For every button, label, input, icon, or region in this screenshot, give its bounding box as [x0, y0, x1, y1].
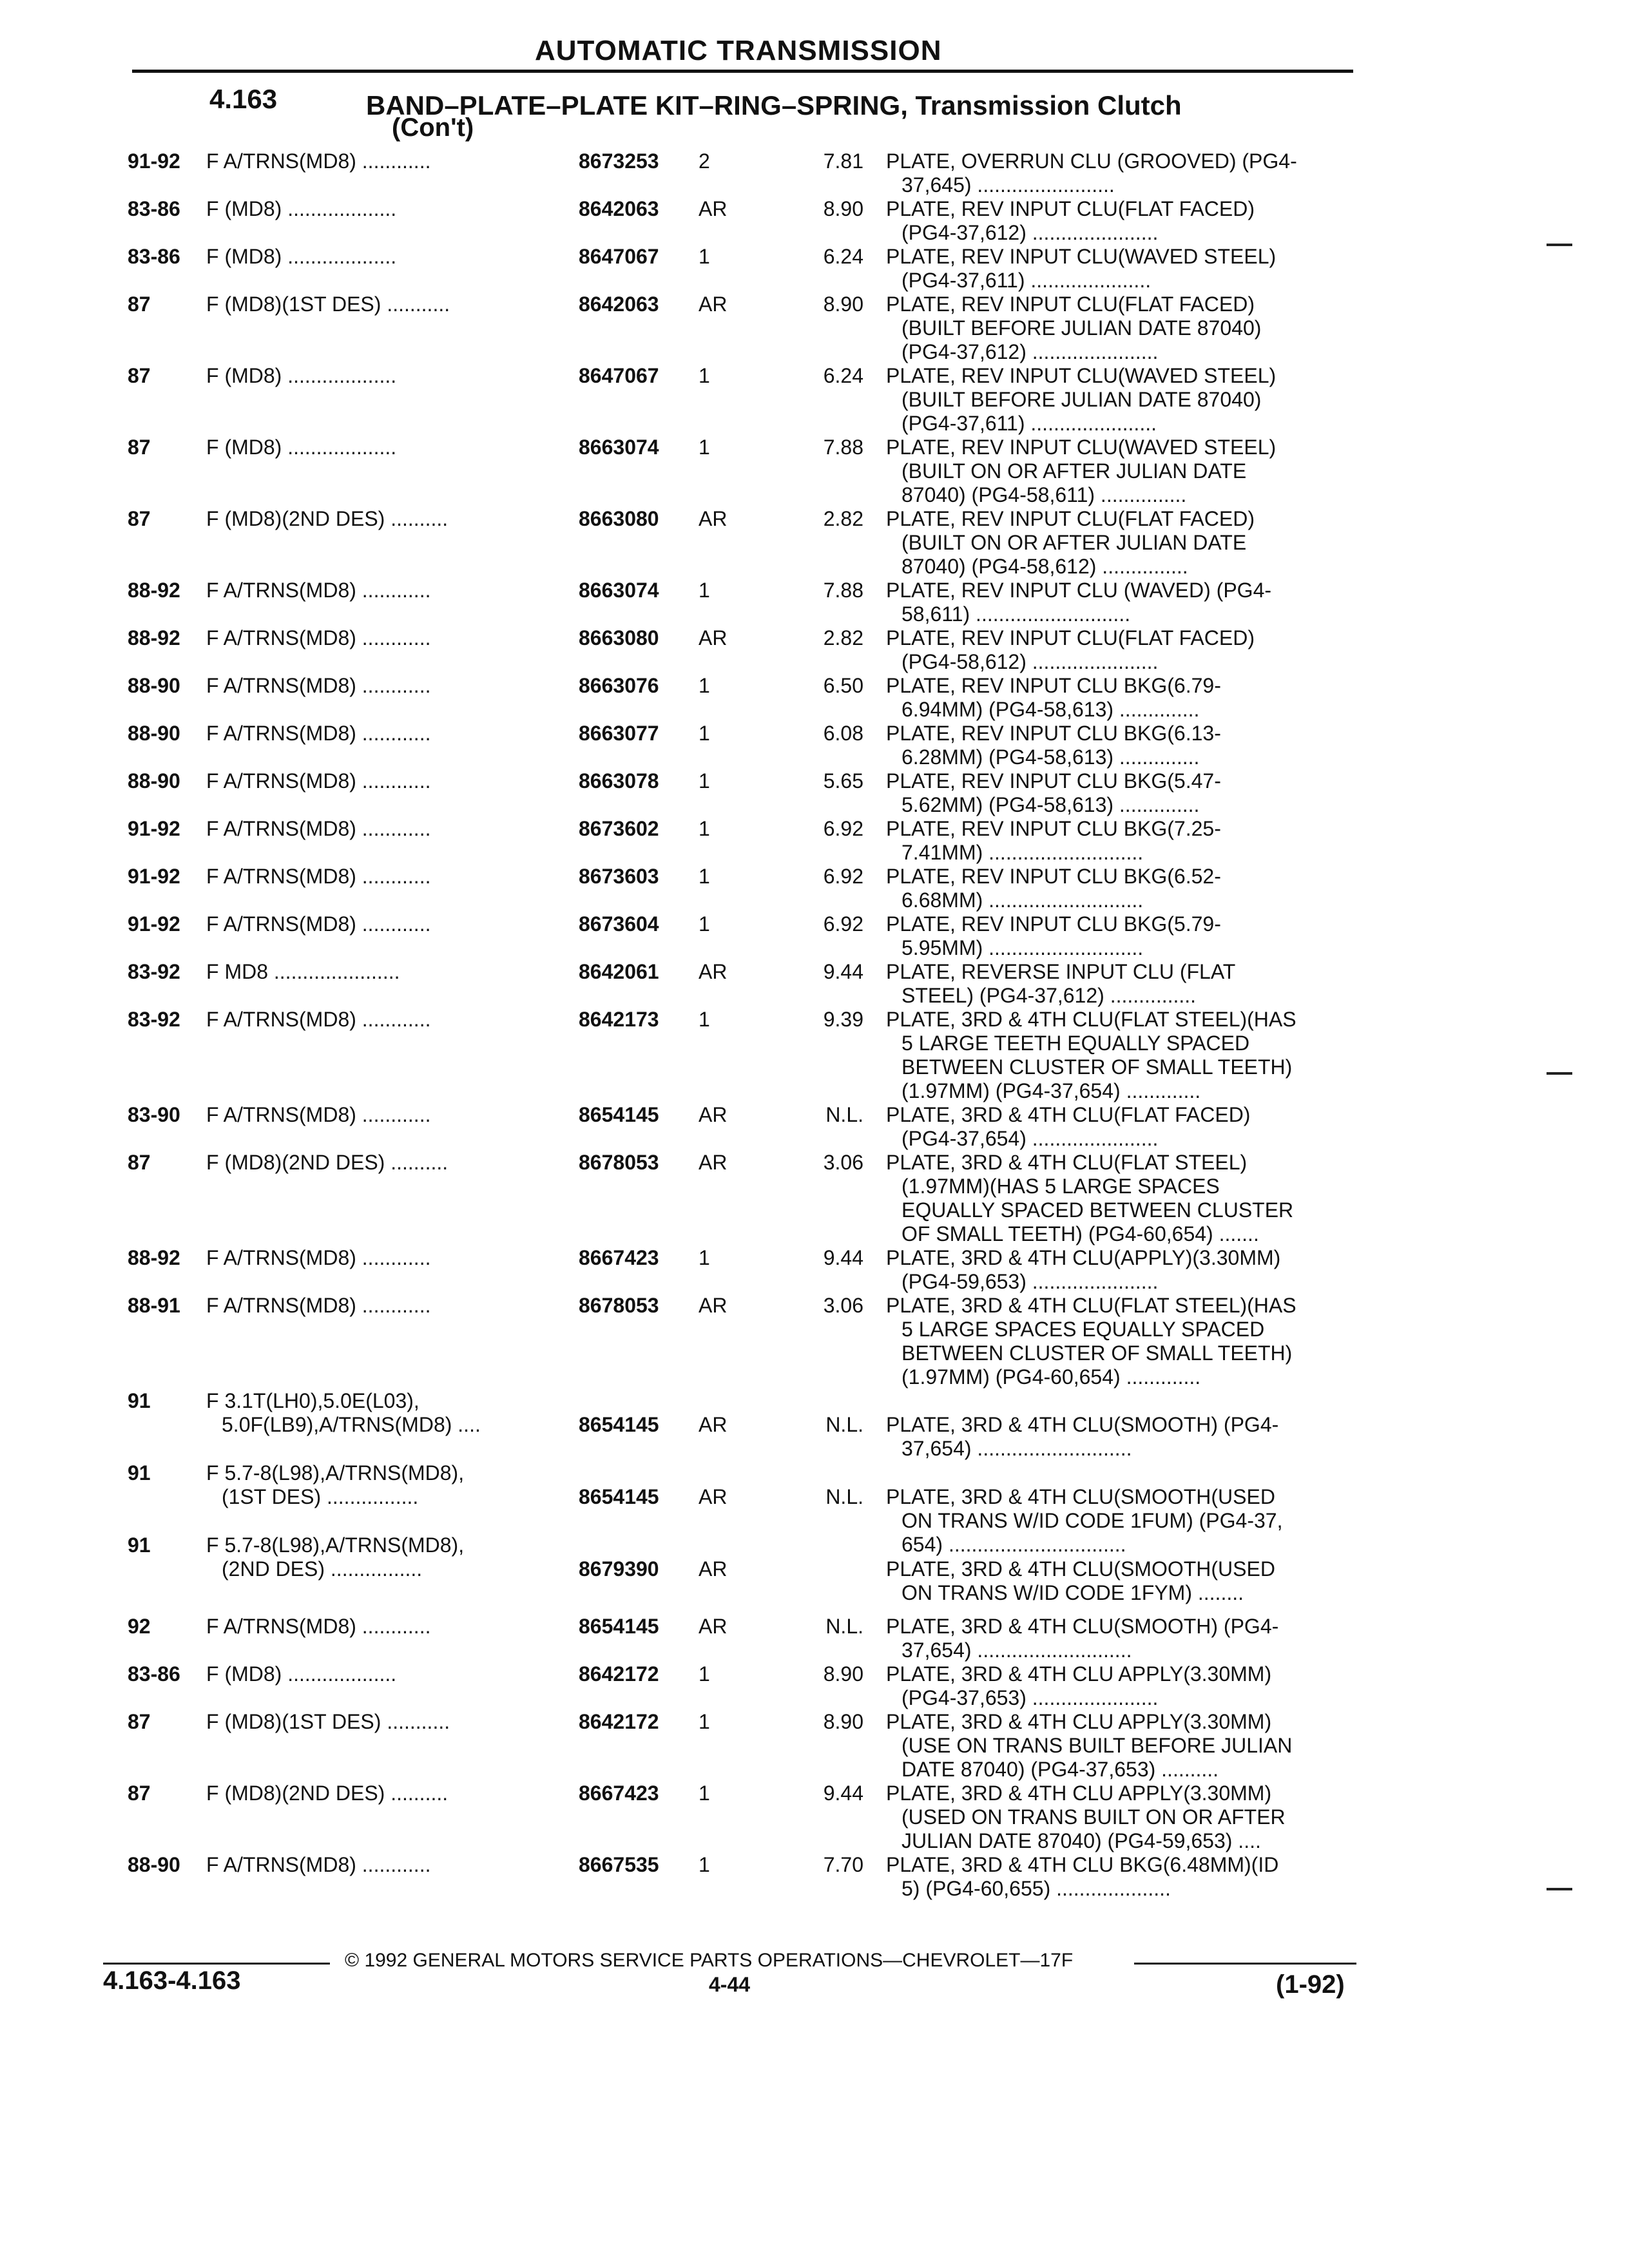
application-line: F A/TRNS(MD8) ............ — [206, 626, 431, 649]
price: N.L. — [825, 1615, 863, 1638]
quantity: 1 — [699, 364, 710, 387]
description-line: ON TRANS W/ID CODE 1FYM) ........ — [901, 1581, 1244, 1604]
description-line: PLATE, OVERRUN CLU (GROOVED) (PG4- — [886, 149, 1297, 173]
application — [206, 1615, 554, 1639]
part-number: 8678053 — [579, 1294, 659, 1317]
part-description — [886, 436, 1356, 507]
model-year: 87 — [128, 507, 151, 530]
part-description — [886, 1662, 1356, 1710]
application — [206, 1246, 554, 1270]
description-line: PLATE, REV INPUT CLU BKG(5.79- — [886, 912, 1221, 936]
description-line: DATE 87040) (PG4-37,653) .......... — [901, 1758, 1219, 1781]
part-number: 8663077 — [579, 722, 659, 745]
description-line: PLATE, 3RD & 4TH CLU(SMOOTH) (PG4- — [886, 1413, 1279, 1436]
description-line: 6.28MM) (PG4-58,613) .............. — [901, 745, 1200, 769]
quantity: 1 — [699, 1246, 710, 1269]
model-year: 87 — [128, 1151, 151, 1174]
footer-copyright: © 1992 GENERAL MOTORS SERVICE PARTS OPERATIONS—CHEVROLET—17F — [345, 1950, 1074, 1971]
quantity: AR — [699, 1615, 728, 1638]
continued-label: (Con't) — [392, 113, 474, 142]
part-number: 8654145 — [579, 1103, 659, 1126]
quantity: 1 — [699, 579, 710, 602]
part-number: 8647067 — [579, 364, 659, 387]
price: 6.92 — [823, 865, 863, 888]
part-description — [886, 1533, 1356, 1605]
quantity: 1 — [699, 817, 710, 840]
model-year: 88-91 — [128, 1294, 180, 1317]
quantity: 1 — [699, 1710, 710, 1733]
part-number: 8654145 — [579, 1485, 659, 1508]
part-number: 8642173 — [579, 1008, 659, 1031]
application — [206, 1389, 554, 1437]
application-line: F (MD8) ................... — [206, 436, 397, 459]
description-line: (PG4-59,653) ...................... — [901, 1270, 1159, 1293]
footer-range: 4.163-4.163 — [103, 1966, 241, 1995]
part-description — [886, 1389, 1356, 1461]
application-line: F A/TRNS(MD8) ............ — [206, 1246, 431, 1269]
model-year: 91 — [128, 1533, 151, 1557]
description-line: (BUILT ON OR AFTER JULIAN DATE — [901, 531, 1247, 554]
application-line: F 3.1T(LH0),5.0E(L03), — [206, 1389, 419, 1412]
part-description — [886, 817, 1356, 865]
price: 3.06 — [823, 1151, 863, 1174]
price: 9.39 — [823, 1008, 863, 1031]
application — [206, 865, 554, 889]
model-year: 92 — [128, 1615, 151, 1638]
description-line: PLATE, REV INPUT CLU BKG(7.25- — [886, 817, 1221, 840]
application — [206, 912, 554, 936]
description-line: 37,654) ........................... — [901, 1437, 1132, 1460]
application — [206, 817, 554, 841]
quantity: 1 — [699, 245, 710, 268]
description-line: (PG4-37,612) ...................... — [901, 340, 1159, 363]
application-line: F (MD8) ................... — [206, 197, 397, 220]
description-line: 5 LARGE SPACES EQUALLY SPACED — [901, 1318, 1265, 1341]
part-number: 8663074 — [579, 579, 659, 602]
price: 8.90 — [823, 197, 863, 220]
description-line: PLATE, 3RD & 4TH CLU(FLAT STEEL) — [886, 1151, 1248, 1174]
quantity: AR — [699, 1103, 728, 1126]
part-number: 8678053 — [579, 1151, 659, 1174]
model-year: 83-92 — [128, 1008, 180, 1031]
description-line: 6.68MM) ........................... — [901, 889, 1144, 912]
quantity: 1 — [699, 674, 710, 697]
quantity: 1 — [699, 912, 710, 936]
application-line: F A/TRNS(MD8) ............ — [206, 674, 431, 697]
quantity: AR — [699, 1557, 728, 1581]
price: 7.70 — [823, 1853, 863, 1876]
part-number: 8667423 — [579, 1246, 659, 1269]
price: 6.92 — [823, 817, 863, 840]
description-line: 58,611) ........................... — [901, 602, 1131, 626]
margin-mark — [1547, 1888, 1572, 1890]
part-number: 8663076 — [579, 674, 659, 697]
price: N.L. — [825, 1485, 863, 1508]
part-description — [886, 1151, 1356, 1246]
footer-page-number: 4-44 — [709, 1973, 751, 1996]
description-line: PLATE, 3RD & 4TH CLU(SMOOTH(USED — [886, 1485, 1275, 1508]
part-number: 8679390 — [579, 1557, 659, 1581]
application-line: F A/TRNS(MD8) ............ — [206, 865, 431, 888]
application-line: F (MD8)(1ST DES) ........... — [206, 1710, 450, 1733]
description-line: PLATE, 3RD & 4TH CLU APPLY(3.30MM) — [886, 1662, 1272, 1686]
description-line: 5.62MM) (PG4-58,613) .............. — [901, 793, 1200, 816]
description-line: 37,654) ........................... — [901, 1639, 1132, 1662]
description-line: PLATE, REV INPUT CLU BKG(6.52- — [886, 865, 1221, 888]
description-line: PLATE, REV INPUT CLU(FLAT FACED) — [886, 197, 1255, 220]
part-description — [886, 507, 1356, 579]
quantity: AR — [699, 1151, 728, 1174]
part-description — [886, 1246, 1356, 1294]
price: 9.44 — [823, 1246, 863, 1269]
price: N.L. — [825, 1413, 863, 1436]
price: 2.82 — [823, 507, 863, 530]
part-number: 8654145 — [579, 1413, 659, 1436]
quantity: 1 — [699, 1662, 710, 1686]
quantity: AR — [699, 1294, 728, 1317]
description-line — [886, 1533, 1356, 1557]
model-year: 91 — [128, 1461, 151, 1485]
application-line: F A/TRNS(MD8) ............ — [206, 722, 431, 745]
application — [206, 674, 554, 698]
part-description — [886, 1710, 1356, 1782]
application-line: F (MD8)(2ND DES) .......... — [206, 1782, 448, 1805]
description-line: PLATE, 3RD & 4TH CLU APPLY(3.30MM) — [886, 1782, 1272, 1805]
description-line: 6.94MM) (PG4-58,613) .............. — [901, 698, 1200, 721]
price: 6.08 — [823, 722, 863, 745]
model-year: 88-90 — [128, 769, 180, 793]
description-line: OF SMALL TEETH) (PG4-60,654) ....... — [901, 1222, 1259, 1245]
quantity: 1 — [699, 769, 710, 793]
application-line: F 5.7-8(L98),A/TRNS(MD8), — [206, 1461, 465, 1485]
description-line: PLATE, REV INPUT CLU(WAVED STEEL) — [886, 245, 1277, 268]
application — [206, 149, 554, 173]
application-line: (2ND DES) ................ — [222, 1557, 423, 1581]
description-line: PLATE, 3RD & 4TH CLU(APPLY)(3.30MM) — [886, 1246, 1281, 1269]
part-description — [886, 245, 1356, 293]
part-number: 8667535 — [579, 1853, 659, 1876]
price: 8.90 — [823, 1662, 863, 1686]
application — [206, 579, 554, 602]
part-description — [886, 722, 1356, 769]
model-year: 87 — [128, 1782, 151, 1805]
description-line: PLATE, REV INPUT CLU BKG(6.13- — [886, 722, 1221, 745]
footer-date: (1-92) — [1276, 1970, 1345, 1999]
description-line: PLATE, REV INPUT CLU(FLAT FACED) — [886, 507, 1255, 530]
model-year: 91-92 — [128, 149, 180, 173]
model-year: 83-90 — [128, 1103, 180, 1126]
part-number: 8673602 — [579, 817, 659, 840]
description-line: (BUILT ON OR AFTER JULIAN DATE — [901, 459, 1247, 483]
application — [206, 245, 554, 269]
model-year: 88-90 — [128, 1853, 180, 1876]
application — [206, 722, 554, 745]
description-line: (PG4-37,611) ..................... — [901, 269, 1152, 292]
description-line: (PG4-37,653) ...................... — [901, 1686, 1159, 1709]
price: 9.44 — [823, 960, 863, 983]
part-description — [886, 149, 1356, 197]
description-line: PLATE, REV INPUT CLU(WAVED STEEL) — [886, 364, 1277, 387]
description-line: PLATE, 3RD & 4TH CLU(SMOOTH) (PG4- — [886, 1615, 1279, 1638]
description-line: PLATE, REVERSE INPUT CLU (FLAT — [886, 960, 1236, 983]
description-line: PLATE, 3RD & 4TH CLU APPLY(3.30MM) — [886, 1710, 1272, 1733]
model-year: 88-90 — [128, 722, 180, 745]
part-number: 8642063 — [579, 197, 659, 220]
application — [206, 1008, 554, 1032]
quantity: AR — [699, 960, 728, 983]
price: 8.90 — [823, 1710, 863, 1733]
application — [206, 960, 554, 984]
part-number: 8642063 — [579, 293, 659, 316]
application — [206, 1461, 554, 1509]
model-year: 87 — [128, 364, 151, 387]
description-line: ON TRANS W/ID CODE 1FUM) (PG4-37, — [901, 1509, 1283, 1532]
description-line: PLATE, REV INPUT CLU BKG(5.47- — [886, 769, 1221, 793]
price: 3.06 — [823, 1294, 863, 1317]
model-year: 91-92 — [128, 912, 180, 936]
application-line: F A/TRNS(MD8) ............ — [206, 579, 431, 602]
part-number: 8663080 — [579, 507, 659, 530]
part-number: 8673603 — [579, 865, 659, 888]
application-line: F A/TRNS(MD8) ............ — [206, 1615, 431, 1638]
application-line: F (MD8) ................... — [206, 1662, 397, 1686]
footer-rule-left — [103, 1963, 330, 1965]
application-line: F (MD8)(2ND DES) .......... — [206, 1151, 448, 1174]
description-line: (1.97MM) (PG4-60,654) ............. — [901, 1365, 1201, 1389]
application-line: (1ST DES) ................ — [222, 1485, 419, 1508]
price: 7.81 — [823, 149, 863, 173]
application — [206, 1782, 554, 1805]
description-line: BETWEEN CLUSTER OF SMALL TEETH) — [901, 1341, 1293, 1365]
quantity: AR — [699, 507, 728, 530]
application — [206, 293, 554, 316]
description-line: 87040) (PG4-58,612) ............... — [901, 555, 1188, 578]
part-description — [886, 1853, 1356, 1901]
part-description — [886, 1294, 1356, 1389]
quantity: 1 — [699, 1008, 710, 1031]
price: 6.92 — [823, 912, 863, 936]
price: 9.44 — [823, 1782, 863, 1805]
quantity: 1 — [699, 865, 710, 888]
application — [206, 1151, 554, 1175]
model-year: 83-86 — [128, 197, 180, 220]
price: 7.88 — [823, 579, 863, 602]
application-line: F A/TRNS(MD8) ............ — [206, 817, 431, 840]
quantity: 1 — [699, 436, 710, 459]
application-line: F (MD8) ................... — [206, 364, 397, 387]
part-description — [886, 197, 1356, 245]
application-line: F (MD8)(1ST DES) ........... — [206, 293, 450, 316]
part-number: 8647067 — [579, 245, 659, 268]
category-number: 4.163 — [209, 84, 278, 114]
description-line: JULIAN DATE 87040) (PG4-59,653) .... — [901, 1829, 1261, 1852]
part-number: 8663080 — [579, 626, 659, 649]
description-line: STEEL) (PG4-37,612) ............... — [901, 984, 1197, 1007]
description-line: PLATE, REV INPUT CLU(WAVED STEEL) — [886, 436, 1277, 459]
model-year: 88-92 — [128, 626, 180, 649]
model-year: 88-90 — [128, 674, 180, 697]
application — [206, 1853, 554, 1877]
model-year: 91 — [128, 1389, 151, 1412]
quantity: AR — [699, 626, 728, 649]
description-line: BETWEEN CLUSTER OF SMALL TEETH) — [901, 1055, 1293, 1079]
description-line: 5 LARGE TEETH EQUALLY SPACED — [901, 1032, 1250, 1055]
price: 6.24 — [823, 245, 863, 268]
application-line: F A/TRNS(MD8) ............ — [206, 1008, 431, 1031]
quantity: AR — [699, 1413, 728, 1436]
price: 5.65 — [823, 769, 863, 793]
description-line: 5.95MM) ........................... — [901, 936, 1144, 959]
category-title: BAND–PLATE–PLATE KIT–RING–SPRING, Transmission Clutch — [366, 90, 1182, 120]
description-line: PLATE, 3RD & 4TH CLU(FLAT STEEL)(HAS — [886, 1294, 1296, 1317]
application — [206, 769, 554, 793]
description-line: (1.97MM)(HAS 5 LARGE SPACES — [901, 1175, 1220, 1198]
application-line: F A/TRNS(MD8) ............ — [206, 1103, 431, 1126]
part-description — [886, 912, 1356, 960]
description-line: (USE ON TRANS BUILT BEFORE JULIAN — [901, 1734, 1293, 1757]
price: 7.88 — [823, 436, 863, 459]
description-line: PLATE, REV INPUT CLU(FLAT FACED) — [886, 626, 1255, 649]
description-line: (PG4-37,612) ...................... — [901, 221, 1159, 244]
part-number: 8663074 — [579, 436, 659, 459]
footer-rule-right — [1134, 1963, 1356, 1965]
quantity: 2 — [699, 149, 710, 173]
part-description — [886, 769, 1356, 817]
description-line: (PG4-58,612) ...................... — [901, 650, 1159, 673]
description-line: EQUALLY SPACED BETWEEN CLUSTER — [901, 1198, 1294, 1222]
part-number: 8642172 — [579, 1710, 659, 1733]
application-line: F A/TRNS(MD8) ............ — [206, 912, 431, 936]
application-line: F A/TRNS(MD8) ............ — [206, 769, 431, 793]
description-line: PLATE, 3RD & 4TH CLU(FLAT STEEL)(HAS — [886, 1008, 1296, 1031]
price: 8.90 — [823, 293, 863, 316]
description-line: PLATE, REV INPUT CLU BKG(6.79- — [886, 674, 1221, 697]
application-line: 5.0F(LB9),A/TRNS(MD8) .... — [222, 1413, 481, 1436]
model-year: 88-92 — [128, 1246, 180, 1269]
description-line: 654) ............................... — [901, 1533, 1126, 1556]
quantity: AR — [699, 1485, 728, 1508]
part-number: 8663078 — [579, 769, 659, 793]
model-year: 91-92 — [128, 817, 180, 840]
description-line: 87040) (PG4-58,611) ............... — [901, 483, 1187, 506]
part-description — [886, 1615, 1356, 1662]
part-number: 8667423 — [579, 1782, 659, 1805]
application-line: F 5.7-8(L98),A/TRNS(MD8), — [206, 1533, 465, 1557]
description-line: PLATE, 3RD & 4TH CLU BKG(6.48MM)(ID — [886, 1853, 1279, 1876]
description-line: 5) (PG4-60,655) .................... — [901, 1877, 1171, 1900]
margin-mark — [1547, 244, 1572, 246]
part-description — [886, 364, 1356, 436]
price: 2.82 — [823, 626, 863, 649]
application-line: F MD8 ...................... — [206, 960, 400, 983]
part-description — [886, 293, 1356, 364]
application — [206, 197, 554, 221]
description-line: (1.97MM) (PG4-37,654) ............. — [901, 1079, 1201, 1102]
description-line: PLATE, 3RD & 4TH CLU(SMOOTH(USED — [886, 1557, 1275, 1581]
part-number: 8673604 — [579, 912, 659, 936]
model-year: 87 — [128, 293, 151, 316]
description-line: (BUILT BEFORE JULIAN DATE 87040) — [901, 316, 1262, 340]
price: 6.50 — [823, 674, 863, 697]
quantity: 1 — [699, 1782, 710, 1805]
part-description — [886, 865, 1356, 912]
part-number: 8673253 — [579, 149, 659, 173]
model-year: 83-86 — [128, 1662, 180, 1686]
description-line: 7.41MM) ........................... — [901, 841, 1144, 864]
model-year: 87 — [128, 436, 151, 459]
quantity: 1 — [699, 722, 710, 745]
application — [206, 626, 554, 650]
part-number: 8642061 — [579, 960, 659, 983]
part-description — [886, 1103, 1356, 1151]
part-number: 8654145 — [579, 1615, 659, 1638]
quantity: AR — [699, 293, 728, 316]
application-line: F A/TRNS(MD8) ............ — [206, 149, 431, 173]
quantity: AR — [699, 197, 728, 220]
description-line: 37,645) ........................ — [901, 173, 1115, 197]
application — [206, 1533, 554, 1581]
application-line: F A/TRNS(MD8) ............ — [206, 1294, 431, 1317]
part-description — [886, 1008, 1356, 1103]
application — [206, 1294, 554, 1318]
part-description — [886, 960, 1356, 1008]
description-line: (USED ON TRANS BUILT ON OR AFTER — [901, 1805, 1286, 1829]
application-line: F A/TRNS(MD8) ............ — [206, 1853, 431, 1876]
part-description — [886, 579, 1356, 626]
application — [206, 1710, 554, 1734]
model-year: 83-86 — [128, 245, 180, 268]
part-description — [886, 1782, 1356, 1853]
section-title: AUTOMATIC TRANSMISSION — [535, 35, 942, 66]
application — [206, 436, 554, 459]
margin-mark — [1547, 1072, 1572, 1075]
application-line: F (MD8)(2ND DES) .......... — [206, 507, 448, 530]
application — [206, 364, 554, 388]
part-description — [886, 626, 1356, 674]
description-line — [886, 1389, 1356, 1413]
quantity: 1 — [699, 1853, 710, 1876]
part-description — [886, 674, 1356, 722]
application-line: F (MD8) ................... — [206, 245, 397, 268]
application — [206, 1662, 554, 1686]
model-year: 91-92 — [128, 865, 180, 888]
description-line — [886, 1461, 1356, 1485]
description-line: PLATE, REV INPUT CLU (WAVED) (PG4- — [886, 579, 1272, 602]
description-line: PLATE, REV INPUT CLU(FLAT FACED) — [886, 293, 1255, 316]
price: 6.24 — [823, 364, 863, 387]
price: N.L. — [825, 1103, 863, 1126]
model-year: 88-92 — [128, 579, 180, 602]
description-line: (PG4-37,611) ...................... — [901, 412, 1157, 435]
application — [206, 507, 554, 531]
description-line: (BUILT BEFORE JULIAN DATE 87040) — [901, 388, 1262, 411]
description-line: PLATE, 3RD & 4TH CLU(FLAT FACED) — [886, 1103, 1251, 1126]
part-number: 8642172 — [579, 1662, 659, 1686]
application — [206, 1103, 554, 1127]
model-year: 83-92 — [128, 960, 180, 983]
description-line: (PG4-37,654) ...................... — [901, 1127, 1159, 1150]
model-year: 87 — [128, 1710, 151, 1733]
